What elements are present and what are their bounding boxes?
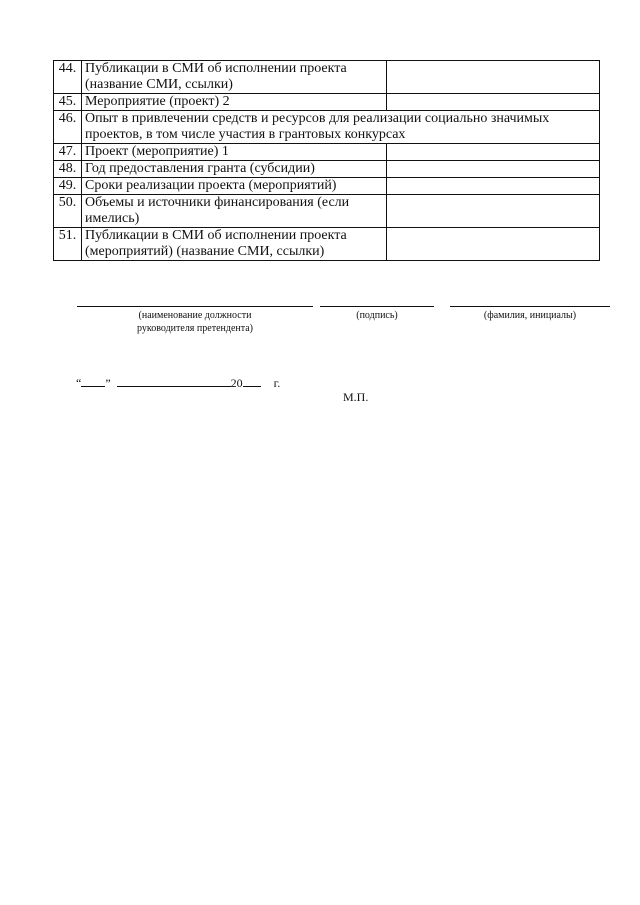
close-quote: ” (105, 376, 111, 390)
row-label: Проект (мероприятие) 1 (82, 144, 387, 161)
position-signature-line[interactable] (77, 306, 313, 307)
row-number: 48. (54, 161, 82, 178)
day-blank[interactable] (81, 375, 105, 387)
row-label: Сроки реализации проекта (мероприятий) (82, 178, 387, 195)
row-label: Опыт в привлечении средств и ресурсов для реализации социально значимых проектов, в том числе участия в грантовых конкурсах (82, 111, 600, 144)
name-signature-line[interactable] (450, 306, 610, 307)
date-line (76, 375, 280, 391)
row-number: 46. (54, 111, 82, 144)
row-number: 51. (54, 228, 82, 261)
row-number: 49. (54, 178, 82, 195)
position-caption (77, 309, 313, 335)
month-blank[interactable] (117, 375, 231, 387)
row-label: Объемы и источники финансирования (если имелись) (82, 195, 387, 228)
table-row (54, 94, 600, 111)
row-number: 50. (54, 195, 82, 228)
row-value-cell[interactable] (387, 144, 600, 161)
table-row (54, 61, 600, 94)
name-caption: (фамилия, инициалы) (483, 310, 577, 321)
table-row (54, 228, 600, 261)
row-number: 45. (54, 94, 82, 111)
row-value-cell[interactable] (387, 178, 600, 195)
application-form-table (53, 60, 600, 261)
table-row (54, 161, 600, 178)
year-blank[interactable] (243, 375, 261, 387)
row-value-cell[interactable] (387, 195, 600, 228)
row-number: 44. (54, 61, 82, 94)
row-value-cell[interactable] (387, 161, 600, 178)
row-label: Публикации в СМИ об исполнении проекта (название СМИ, ссылки) (82, 61, 387, 94)
row-label: Год предоставления гранта (субсидии) (82, 161, 387, 178)
row-value-cell[interactable] (387, 61, 600, 94)
signature-caption: (подпись) (356, 310, 398, 321)
signature-line[interactable] (320, 306, 434, 307)
row-value-cell[interactable] (387, 94, 600, 111)
table-row (54, 111, 600, 144)
table-row (54, 144, 600, 161)
table-row (54, 195, 600, 228)
position-caption-line-2: руководителя претендента) (136, 323, 253, 334)
table-row (54, 178, 600, 195)
row-label: Мероприятие (проект) 2 (82, 94, 387, 111)
year-suffix: г. (273, 376, 281, 390)
row-value-cell[interactable] (387, 228, 600, 261)
year-prefix: 20 (230, 376, 243, 390)
stamp-place: М.П. (343, 390, 369, 404)
row-label: Публикации в СМИ об исполнении проекта (мероприятий) (название СМИ, ссылки) (82, 228, 387, 261)
position-caption-line-1: (наименование должности (138, 310, 252, 321)
row-number: 47. (54, 144, 82, 161)
open-quote: “ (76, 376, 82, 390)
